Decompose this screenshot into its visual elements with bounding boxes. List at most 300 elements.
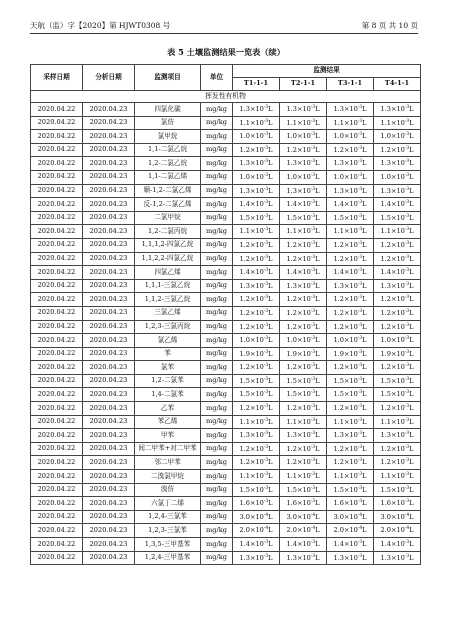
result-cell: $1.4\times 10^{-3}L$ [280,266,327,280]
unit-cell: mg/kg [201,483,233,497]
result-cell: $1.1\times 10^{-3}L$ [374,225,421,239]
result-cell: $1.3\times 10^{-3}L$ [233,551,280,565]
result-cell: $1.5\times 10^{-3}L$ [233,388,280,402]
table-row [31,225,421,239]
result-cell: $1.5\times 10^{-3}L$ [374,374,421,388]
table-row [31,456,421,470]
table-row [31,470,421,484]
result-cell: $1.5\times 10^{-3}L$ [280,211,327,225]
result-cell: $1.2\times 10^{-3}L$ [233,320,280,334]
col-item: 监测项目 [135,65,201,91]
sample-date-cell: 2020.04.22 [31,510,83,524]
result-cell: $1.2\times 10^{-3}L$ [374,456,421,470]
col-analysis-date: 分析日期 [83,65,135,91]
unit-cell: mg/kg [201,211,233,225]
unit-cell: mg/kg [201,456,233,470]
result-cell: $1.0\times 10^{-3}L$ [327,334,374,348]
result-cell: $1.2\times 10^{-3}L$ [233,252,280,266]
result-cell: $1.1\times 10^{-3}L$ [280,225,327,239]
item-cell: 甲苯 [135,429,201,443]
result-cell: $3.0\times 10^{-4}L$ [327,510,374,524]
result-cell: $1.5\times 10^{-3}L$ [327,388,374,402]
result-cell: $1.0\times 10^{-3}L$ [374,130,421,144]
result-cell: $1.2\times 10^{-3}L$ [374,252,421,266]
analysis-date-cell: 2020.04.23 [83,170,135,184]
item-cell: 乙苯 [135,402,201,416]
result-cell: $1.3\times 10^{-3}L$ [327,184,374,198]
analysis-date-cell: 2020.04.23 [83,442,135,456]
analysis-date-cell: 2020.04.23 [83,388,135,402]
soil-results-table [30,64,421,565]
unit-cell: mg/kg [201,157,233,171]
result-cell: $1.9\times 10^{-3}L$ [233,347,280,361]
analysis-date-cell: 2020.04.23 [83,510,135,524]
result-cell: $1.4\times 10^{-3}L$ [233,198,280,212]
col-sample-date: 采样日期 [31,65,83,91]
result-cell: $1.2\times 10^{-3}L$ [280,143,327,157]
result-cell: $1.2\times 10^{-3}L$ [280,402,327,416]
col-site-1: T1-1-1 [233,78,280,91]
result-cell: $1.1\times 10^{-3}L$ [327,116,374,130]
result-cell: $1.2\times 10^{-3}L$ [233,293,280,307]
analysis-date-cell: 2020.04.23 [83,334,135,348]
table-row [31,361,421,375]
table-row [31,252,421,266]
analysis-date-cell: 2020.04.23 [83,279,135,293]
col-site-2: T2-1-1 [280,78,327,91]
analysis-date-cell: 2020.04.23 [83,225,135,239]
result-cell: $1.2\times 10^{-3}L$ [327,143,374,157]
result-cell: $1.3\times 10^{-3}L$ [280,103,327,117]
sample-date-cell: 2020.04.22 [31,456,83,470]
analysis-date-cell: 2020.04.23 [83,374,135,388]
result-cell: $1.1\times 10^{-3}L$ [233,415,280,429]
result-cell: $1.3\times 10^{-3}L$ [327,429,374,443]
result-cell: $1.2\times 10^{-3}L$ [374,402,421,416]
sample-date-cell: 2020.04.22 [31,252,83,266]
table-row [31,510,421,524]
result-cell: $1.9\times 10^{-3}L$ [327,347,374,361]
analysis-date-cell: 2020.04.23 [83,456,135,470]
result-cell: $1.1\times 10^{-3}L$ [280,116,327,130]
unit-cell: mg/kg [201,497,233,511]
result-cell: $1.0\times 10^{-3}L$ [280,334,327,348]
analysis-date-cell: 2020.04.23 [83,266,135,280]
unit-cell: mg/kg [201,266,233,280]
unit-cell: mg/kg [201,130,233,144]
analysis-date-cell: 2020.04.23 [83,157,135,171]
sample-date-cell: 2020.04.22 [31,497,83,511]
result-cell: $1.1\times 10^{-3}L$ [327,415,374,429]
sample-date-cell: 2020.04.22 [31,306,83,320]
item-cell: 1,1-二氯乙烯 [135,170,201,184]
analysis-date-cell: 2020.04.23 [83,252,135,266]
sample-date-cell: 2020.04.22 [31,388,83,402]
table-row [31,306,421,320]
result-cell: $1.4\times 10^{-3}L$ [374,538,421,552]
unit-cell: mg/kg [201,170,233,184]
item-cell: 苯 [135,347,201,361]
item-cell: 氯仿 [135,116,201,130]
unit-cell: mg/kg [201,388,233,402]
result-cell: $1.2\times 10^{-3}L$ [374,238,421,252]
item-cell: 1,1-二氯乙烷 [135,143,201,157]
result-cell: $1.2\times 10^{-3}L$ [327,361,374,375]
result-cell: $1.3\times 10^{-3}L$ [327,103,374,117]
table-row [31,551,421,565]
result-cell: $2.0\times 10^{-4}L$ [374,524,421,538]
item-cell: 四氯乙烯 [135,266,201,280]
result-cell: $1.3\times 10^{-3}L$ [327,157,374,171]
result-cell: $1.4\times 10^{-3}L$ [280,198,327,212]
result-cell: $1.5\times 10^{-3}L$ [327,211,374,225]
page-number: 第 8 页 共 10 页 [361,21,418,30]
table-row [31,130,421,144]
unit-cell: mg/kg [201,429,233,443]
item-cell: 氯苯 [135,361,201,375]
result-cell: $1.4\times 10^{-3}L$ [327,266,374,280]
result-cell: $1.1\times 10^{-3}L$ [327,225,374,239]
unit-cell: mg/kg [201,538,233,552]
result-cell: $1.0\times 10^{-3}L$ [327,170,374,184]
result-cell: $1.1\times 10^{-3}L$ [280,415,327,429]
analysis-date-cell: 2020.04.23 [83,402,135,416]
unit-cell: mg/kg [201,442,233,456]
table-body [31,91,421,565]
item-cell: 1,1,1-三氯乙烷 [135,279,201,293]
analysis-date-cell: 2020.04.23 [83,538,135,552]
table-row [31,538,421,552]
unit-cell: mg/kg [201,347,233,361]
analysis-date-cell: 2020.04.23 [83,551,135,565]
section-label: 挥发性有机物 [31,91,421,103]
sample-date-cell: 2020.04.22 [31,429,83,443]
sample-date-cell: 2020.04.22 [31,198,83,212]
item-cell: 1,2,4-三甲基苯 [135,551,201,565]
result-cell: $1.5\times 10^{-3}L$ [280,388,327,402]
item-cell: 氯乙烯 [135,334,201,348]
unit-cell: mg/kg [201,402,233,416]
result-cell: $1.2\times 10^{-3}L$ [327,306,374,320]
table-row [31,483,421,497]
col-results: 监测结果 [233,65,421,78]
result-cell: $1.4\times 10^{-3}L$ [327,198,374,212]
table-row [31,157,421,171]
analysis-date-cell: 2020.04.23 [83,293,135,307]
result-cell: $1.2\times 10^{-3}L$ [327,456,374,470]
unit-cell: mg/kg [201,293,233,307]
result-cell: $1.2\times 10^{-3}L$ [233,361,280,375]
result-cell: $1.3\times 10^{-3}L$ [233,103,280,117]
result-cell: $1.3\times 10^{-3}L$ [327,279,374,293]
result-cell: $1.0\times 10^{-3}L$ [280,170,327,184]
table-row [31,334,421,348]
item-cell: 1,4-二氯苯 [135,388,201,402]
item-cell: 二溴氯甲烷 [135,470,201,484]
result-cell: $3.0\times 10^{-4}L$ [233,510,280,524]
analysis-date-cell: 2020.04.23 [83,483,135,497]
table-row [31,198,421,212]
analysis-date-cell: 2020.04.23 [83,415,135,429]
result-cell: $1.3\times 10^{-3}L$ [280,184,327,198]
result-cell: $1.0\times 10^{-3}L$ [374,170,421,184]
table-row [31,184,421,198]
item-cell: 1,2,3-三氯丙烷 [135,320,201,334]
sample-date-cell: 2020.04.22 [31,130,83,144]
result-cell: $1.6\times 10^{-3}L$ [327,497,374,511]
result-cell: $1.0\times 10^{-3}L$ [233,170,280,184]
table-row [31,415,421,429]
sample-date-cell: 2020.04.22 [31,361,83,375]
item-cell: 氯甲烷 [135,130,201,144]
unit-cell: mg/kg [201,306,233,320]
result-cell: $1.3\times 10^{-3}L$ [233,157,280,171]
table-row [31,402,421,416]
result-cell: $1.9\times 10^{-3}L$ [374,347,421,361]
unit-cell: mg/kg [201,252,233,266]
result-cell: $1.3\times 10^{-3}L$ [374,551,421,565]
result-cell: $1.6\times 10^{-3}L$ [233,497,280,511]
item-cell: 六氯丁二烯 [135,497,201,511]
sample-date-cell: 2020.04.22 [31,483,83,497]
table-row [31,429,421,443]
result-cell: $1.0\times 10^{-3}L$ [280,130,327,144]
analysis-date-cell: 2020.04.23 [83,361,135,375]
result-cell: $1.2\times 10^{-3}L$ [280,320,327,334]
result-cell: $1.5\times 10^{-3}L$ [327,374,374,388]
result-cell: $1.2\times 10^{-3}L$ [374,306,421,320]
result-cell: $1.5\times 10^{-3}L$ [374,483,421,497]
result-cell: $1.0\times 10^{-3}L$ [233,130,280,144]
sample-date-cell: 2020.04.22 [31,347,83,361]
sample-date-cell: 2020.04.22 [31,442,83,456]
result-cell: $2.0\times 10^{-4}L$ [233,524,280,538]
result-cell: $1.3\times 10^{-3}L$ [374,279,421,293]
result-cell: $1.2\times 10^{-3}L$ [233,143,280,157]
sample-date-cell: 2020.04.22 [31,225,83,239]
result-cell: $1.3\times 10^{-3}L$ [374,103,421,117]
result-cell: $2.0\times 10^{-4}L$ [327,524,374,538]
result-cell: $1.2\times 10^{-3}L$ [327,293,374,307]
result-cell: $1.2\times 10^{-3}L$ [280,361,327,375]
unit-cell: mg/kg [201,334,233,348]
result-cell: $1.2\times 10^{-3}L$ [374,143,421,157]
table-row [31,388,421,402]
unit-cell: mg/kg [201,103,233,117]
table-row [31,266,421,280]
sample-date-cell: 2020.04.22 [31,157,83,171]
table-row [31,347,421,361]
item-cell: 1,2-二氯乙烷 [135,157,201,171]
result-cell: $1.1\times 10^{-3}L$ [327,470,374,484]
analysis-date-cell: 2020.04.23 [83,524,135,538]
item-cell: 1,2,3-三氯苯 [135,524,201,538]
result-cell: $1.5\times 10^{-3}L$ [280,374,327,388]
result-cell: $1.5\times 10^{-3}L$ [233,483,280,497]
sample-date-cell: 2020.04.22 [31,524,83,538]
item-cell: 顺-1,2-二氯乙烯 [135,184,201,198]
sample-date-cell: 2020.04.22 [31,184,83,198]
result-cell: $1.3\times 10^{-3}L$ [374,429,421,443]
table-row [31,524,421,538]
sample-date-cell: 2020.04.22 [31,470,83,484]
unit-cell: mg/kg [201,361,233,375]
result-cell: $1.5\times 10^{-3}L$ [374,388,421,402]
analysis-date-cell: 2020.04.23 [83,103,135,117]
unit-cell: mg/kg [201,551,233,565]
unit-cell: mg/kg [201,184,233,198]
table-row [31,170,421,184]
sample-date-cell: 2020.04.22 [31,266,83,280]
unit-cell: mg/kg [201,524,233,538]
unit-cell: mg/kg [201,238,233,252]
analysis-date-cell: 2020.04.23 [83,130,135,144]
result-cell: $1.5\times 10^{-3}L$ [327,483,374,497]
result-cell: $3.0\times 10^{-4}L$ [280,510,327,524]
result-cell: $1.2\times 10^{-3}L$ [233,238,280,252]
sample-date-cell: 2020.04.22 [31,116,83,130]
table-row [31,238,421,252]
item-cell: 四氯化碳 [135,103,201,117]
result-cell: $1.3\times 10^{-3}L$ [233,279,280,293]
table-row [31,320,421,334]
result-cell: $1.2\times 10^{-3}L$ [280,442,327,456]
item-cell: 二氯甲烷 [135,211,201,225]
result-cell: $1.0\times 10^{-3}L$ [374,334,421,348]
item-cell: 1,2,4-三氯苯 [135,510,201,524]
sample-date-cell: 2020.04.22 [31,415,83,429]
unit-cell: mg/kg [201,470,233,484]
result-cell: $1.1\times 10^{-3}L$ [233,225,280,239]
item-cell: 三氯乙烯 [135,306,201,320]
result-cell: $1.4\times 10^{-3}L$ [233,538,280,552]
result-cell: $1.2\times 10^{-3}L$ [280,238,327,252]
page-header [30,17,418,31]
unit-cell: mg/kg [201,374,233,388]
unit-cell: mg/kg [201,279,233,293]
unit-cell: mg/kg [201,510,233,524]
col-site-4: T4-1-1 [374,78,421,91]
analysis-date-cell: 2020.04.23 [83,320,135,334]
item-cell: 反-1,2-二氯乙烯 [135,198,201,212]
unit-cell: mg/kg [201,415,233,429]
result-cell: $1.2\times 10^{-3}L$ [327,442,374,456]
sample-date-cell: 2020.04.22 [31,103,83,117]
result-cell: $1.1\times 10^{-3}L$ [374,415,421,429]
result-cell: $1.1\times 10^{-3}L$ [280,470,327,484]
result-cell: $1.6\times 10^{-3}L$ [280,497,327,511]
result-cell: $1.4\times 10^{-3}L$ [374,198,421,212]
result-cell: $1.3\times 10^{-3}L$ [233,429,280,443]
result-cell: $1.2\times 10^{-3}L$ [233,402,280,416]
table-row [31,293,421,307]
result-cell: $1.9\times 10^{-3}L$ [280,347,327,361]
item-cell: 间二甲苯+对二甲苯 [135,442,201,456]
result-cell: $1.5\times 10^{-3}L$ [374,211,421,225]
item-cell: 1,1,2-三氯乙烷 [135,293,201,307]
sample-date-cell: 2020.04.22 [31,238,83,252]
result-cell: $1.2\times 10^{-3}L$ [280,456,327,470]
sample-date-cell: 2020.04.22 [31,279,83,293]
unit-cell: mg/kg [201,198,233,212]
result-cell: $1.2\times 10^{-3}L$ [233,456,280,470]
result-cell: $1.6\times 10^{-3}L$ [374,497,421,511]
unit-cell: mg/kg [201,320,233,334]
analysis-date-cell: 2020.04.23 [83,198,135,212]
table-row [31,497,421,511]
result-cell: $1.2\times 10^{-3}L$ [327,402,374,416]
item-cell: 苯乙烯 [135,415,201,429]
result-cell: $1.2\times 10^{-3}L$ [280,252,327,266]
analysis-date-cell: 2020.04.23 [83,116,135,130]
result-cell: $1.1\times 10^{-3}L$ [374,116,421,130]
unit-cell: mg/kg [201,116,233,130]
result-cell: $2.0\times 10^{-4}L$ [280,524,327,538]
result-cell: $1.5\times 10^{-3}L$ [233,374,280,388]
result-cell: $1.2\times 10^{-3}L$ [233,442,280,456]
analysis-date-cell: 2020.04.23 [83,497,135,511]
result-cell: $1.2\times 10^{-3}L$ [374,320,421,334]
result-cell: $1.2\times 10^{-3}L$ [233,306,280,320]
unit-cell: mg/kg [201,143,233,157]
sample-date-cell: 2020.04.22 [31,402,83,416]
sample-date-cell: 2020.04.22 [31,143,83,157]
table-row [31,279,421,293]
result-cell: $1.2\times 10^{-3}L$ [374,293,421,307]
col-site-3: T3-1-1 [327,78,374,91]
analysis-date-cell: 2020.04.23 [83,238,135,252]
table-row [31,374,421,388]
result-cell: $1.4\times 10^{-3}L$ [233,266,280,280]
item-cell: 溴仿 [135,483,201,497]
analysis-date-cell: 2020.04.23 [83,306,135,320]
table-row [31,442,421,456]
analysis-date-cell: 2020.04.23 [83,143,135,157]
item-cell: 1,2-二氯苯 [135,374,201,388]
table-caption: 表 5 土壤监测结果一览表（续） [167,47,285,57]
table-row [31,211,421,225]
result-cell: $1.2\times 10^{-3}L$ [374,442,421,456]
result-cell: $1.2\times 10^{-3}L$ [327,320,374,334]
analysis-date-cell: 2020.04.23 [83,184,135,198]
result-cell: $1.4\times 10^{-3}L$ [374,266,421,280]
item-cell: 1,1,2,2-四氯乙烷 [135,252,201,266]
unit-cell: mg/kg [201,225,233,239]
item-cell: 1,3,5-三甲基苯 [135,538,201,552]
sample-date-cell: 2020.04.22 [31,211,83,225]
result-cell: $1.3\times 10^{-3}L$ [374,184,421,198]
result-cell: $1.3\times 10^{-3}L$ [280,279,327,293]
result-cell: $1.3\times 10^{-3}L$ [374,157,421,171]
analysis-date-cell: 2020.04.23 [83,347,135,361]
result-cell: $1.1\times 10^{-3}L$ [374,470,421,484]
result-cell: $1.3\times 10^{-3}L$ [327,551,374,565]
result-cell: $1.3\times 10^{-3}L$ [280,551,327,565]
table-row [31,103,421,117]
item-cell: 1,1,1,2-四氯乙烷 [135,238,201,252]
result-cell: $1.3\times 10^{-3}L$ [280,429,327,443]
result-cell: $1.1\times 10^{-3}L$ [233,470,280,484]
header-divider [30,33,418,34]
table-row [31,143,421,157]
sample-date-cell: 2020.04.22 [31,551,83,565]
result-cell: $1.0\times 10^{-3}L$ [233,334,280,348]
result-cell: $1.5\times 10^{-3}L$ [280,483,327,497]
result-cell: $1.3\times 10^{-3}L$ [280,157,327,171]
analysis-date-cell: 2020.04.23 [83,429,135,443]
sample-date-cell: 2020.04.22 [31,170,83,184]
sample-date-cell: 2020.04.22 [31,334,83,348]
